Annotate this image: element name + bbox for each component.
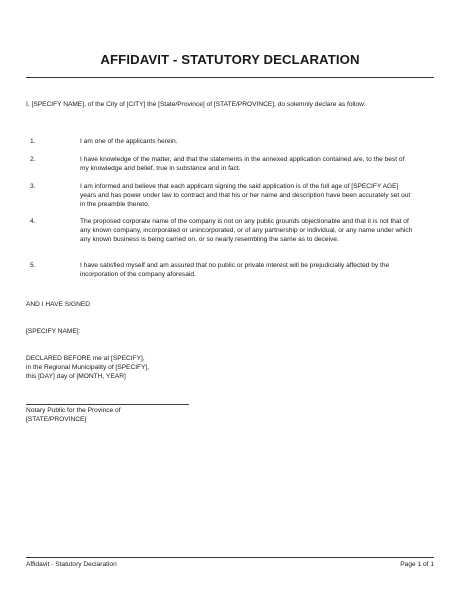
signer-name-placeholder: [SPECIFY NAME]:: [26, 328, 81, 335]
item-number: 4.: [30, 218, 36, 225]
item-text: I have knowledge of the matter, and that the statements in the annexed application contained are, to the best of my knowledge and belief, true in substance and in fact.: [80, 156, 405, 173]
item-text: I am informed and believe that each applicant signing the said application is of the full age of [SPECIFY AGE] years and has power under law to contract and that his or her name and description have been accurately set out in the preamble thereto.: [80, 183, 411, 209]
item-number: 2.: [30, 156, 36, 163]
intro-paragraph: I, [SPECIFY NAME], of the City of [CITY] the [State/Province] of [STATE/PROVINCE], do solemnly declare as follow:: [26, 101, 366, 108]
list-item: [26, 182, 414, 210]
signature-line: [26, 404, 189, 405]
list-item: [26, 217, 414, 245]
footer-divider: [26, 557, 434, 558]
document-title: AFFIDAVIT - STATUTORY DECLARATION: [100, 52, 360, 67]
item-number: 3.: [30, 183, 36, 190]
list-item: [26, 137, 414, 146]
item-text: The proposed corporate name of the company is not on any public grounds objectionable and that it is not that of any known company, incorporated or unincorporated, or of any partnership or individual, or any name under which any known business is being carried on, or so nearly resembling the same as to deceive.: [80, 218, 413, 244]
declaration-line: DECLARED BEFORE me at [SPECIFY],: [26, 355, 145, 362]
item-text: I have satisfied myself and am assured that no public or private interest will be prejudicially affected by the incorporation of the company aforesaid.: [80, 262, 390, 279]
declaration-line: this [DAY] day of [MONTH, YEAR]: [26, 373, 126, 381]
declaration-line: in the Regional Municipality of [SPECIFY],: [26, 364, 150, 372]
list-item: [26, 155, 414, 173]
item-text: I am one of the applicants herein.: [80, 138, 178, 145]
declaration-block: [26, 354, 149, 382]
footer-page-number: Page 1 of 1: [400, 561, 434, 568]
notary-line: [STATE/PROVINCE]: [26, 416, 87, 424]
notary-block: [26, 406, 121, 424]
item-number: 5.: [30, 262, 36, 269]
footer-document-name: Affidavit - Statutory Declaration: [26, 561, 117, 568]
signed-statement: AND I HAVE SIGNED: [26, 301, 90, 308]
title-divider: [26, 77, 434, 78]
notary-line: Notary Public for the Province of: [26, 407, 121, 414]
list-item: [26, 261, 414, 279]
item-number: 1.: [30, 138, 36, 145]
